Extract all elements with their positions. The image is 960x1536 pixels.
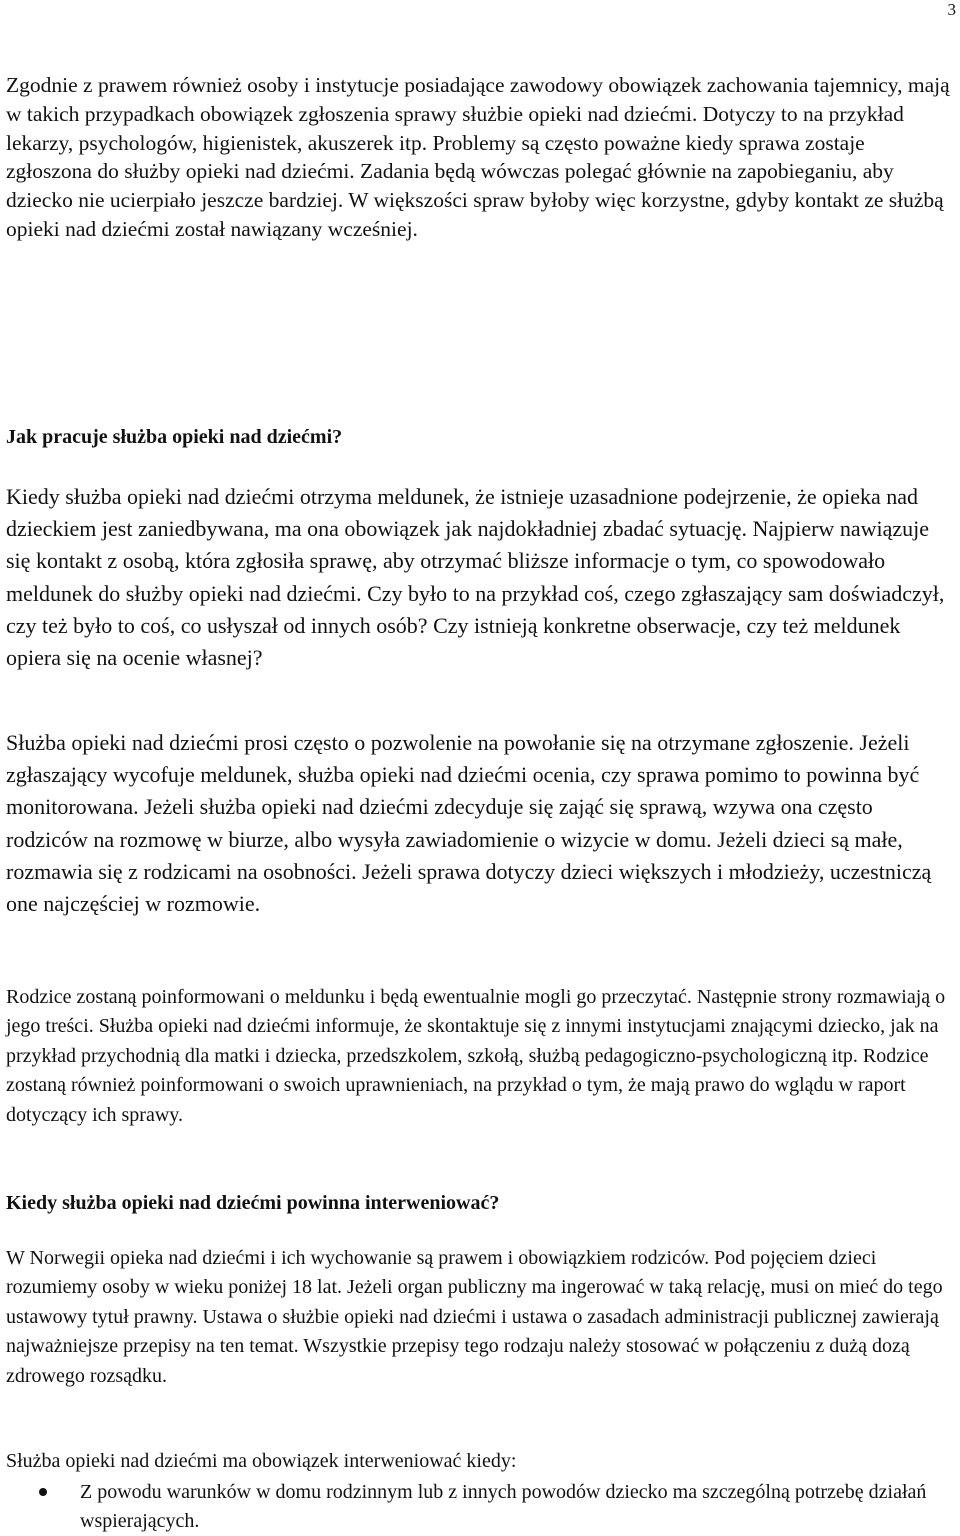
paragraph-investigation: Kiedy służba opieki nad dziećmi otrzyma meldunek, że istnieje uzasadnione podejrzenie, że opieka nad dzieckiem jest zaniedbywana, ma ona obowiązek jak najdokładniej zbadać sytuację. Najpierw nawiązuje się kontakt z osobą, która zgłosiła sprawę, aby otrzymać bliższe informacje o tym, co spowodowało meldunek do służby opieki nad dziećmi. Czy było to na przykład coś, czego zgłaszający sam doświadczył, czy też było to coś, co usłyszał od innych osób? Czy istnieją konkretne obserwacje, czy też meldunek opiera się na ocenie własnej? [6, 484, 945, 671]
intervention-list [6, 1478, 956, 1536]
paragraph-mandatory-reporting: Zgodnie z prawem również osoby i instytucje posiadające zawodowy obowiązek zachowania tajemnicy, mają w takich przypadkach obowiązek zgłoszenia sprawy służbie opieki nad dziećmi. Dotyczy to na przykład lekarzy, psychologów, higienistek, akuszerek itp. Problemy są często poważne kiedy sprawa zostaje zgłoszona do służby opieki nad dziećmi. Zadania będą wówczas polegać głównie na zapobieganiu, aby dziecko nie ucierpiało jeszcze bardziej. W większości spraw byłoby więc korzystne, gdyby kontakt ze służbą opieki nad dziećmi został nawiązany wcześniej. [6, 73, 950, 241]
paragraph-consent-and-meeting: Służba opieki nad dziećmi prosi często o pozwolenie na powołanie się na otrzymane zgłoszenie. Jeżeli zgłaszający wycofuje meldunek, służba opieki nad dziećmi ocenia, czy sprawa pomimo to powinna być monitorowana. Jeżeli służba opieki nad dziećmi zdecyduje się zająć się sprawą, wzywa ona często rodziców na rozmowę w biurze, albo wysyła zawiadomienie o wizycie w domu. Jeżeli dzieci są małe, rozmawia się z rodzicami na osobności. Jeżeli sprawa dotyczy dzieci większych i młodzieży, uczestniczą one najczęściej w rozmowie. [6, 730, 932, 917]
heading-how-service-works: Jak pracuje służba opieki nad dziećmi? [6, 426, 343, 448]
paragraph-parents-informed: Rodzice zostaną poinformowani o meldunku i będą ewentualnie mogli go przeczytać. Następnie strony rozmawiają o jego treści. Służba opieki nad dziećmi informuje, że skontaktuje się z innymi instytucjami znającymi dziecko, jak na przykład przychodnią dla matki i dziecka, przedszkolem, szkołą, służbą pedagogiczno-psychologiczną itp. Rodzice zostaną również poinformowani o swoich uprawnieniach, na przykład o tym, że mają prawo do wglądu w raport dotyczący ich sprawy. [6, 986, 946, 1126]
paragraph-obligation-intro: Służba opieki nad dziećmi ma obowiązek interweniować kiedy: [6, 1450, 517, 1472]
page-number: 3 [947, 0, 956, 19]
list-item: Z powodu warunków w domu rodzinnym lub z innych powodów dziecko ma szczególną potrzebę działań wspierających. [6, 1478, 956, 1536]
heading-when-to-intervene: Kiedy służba opieki nad dziećmi powinna interweniować? [6, 1192, 500, 1214]
paragraph-norway-law: W Norwegii opieka nad dziećmi i ich wychowanie są prawem i obowiązkiem rodziców. Pod pojęciem dzieci rozumiemy osoby w wieku poniżej 18 lat. Jeżeli organ publiczny ma ingerować w taką relację, musi on mieć do tego ustawowy tytuł prawny. Ustawa o służbie opieki nad dziećmi i ustawa o zasadach administracji publicznej zawierają najważniejsze przepisy na ten temat. Wszystkie przepisy tego rodzaju należy stosować w połączeniu z dużą dozą zdrowego rozsądku. [6, 1247, 943, 1387]
